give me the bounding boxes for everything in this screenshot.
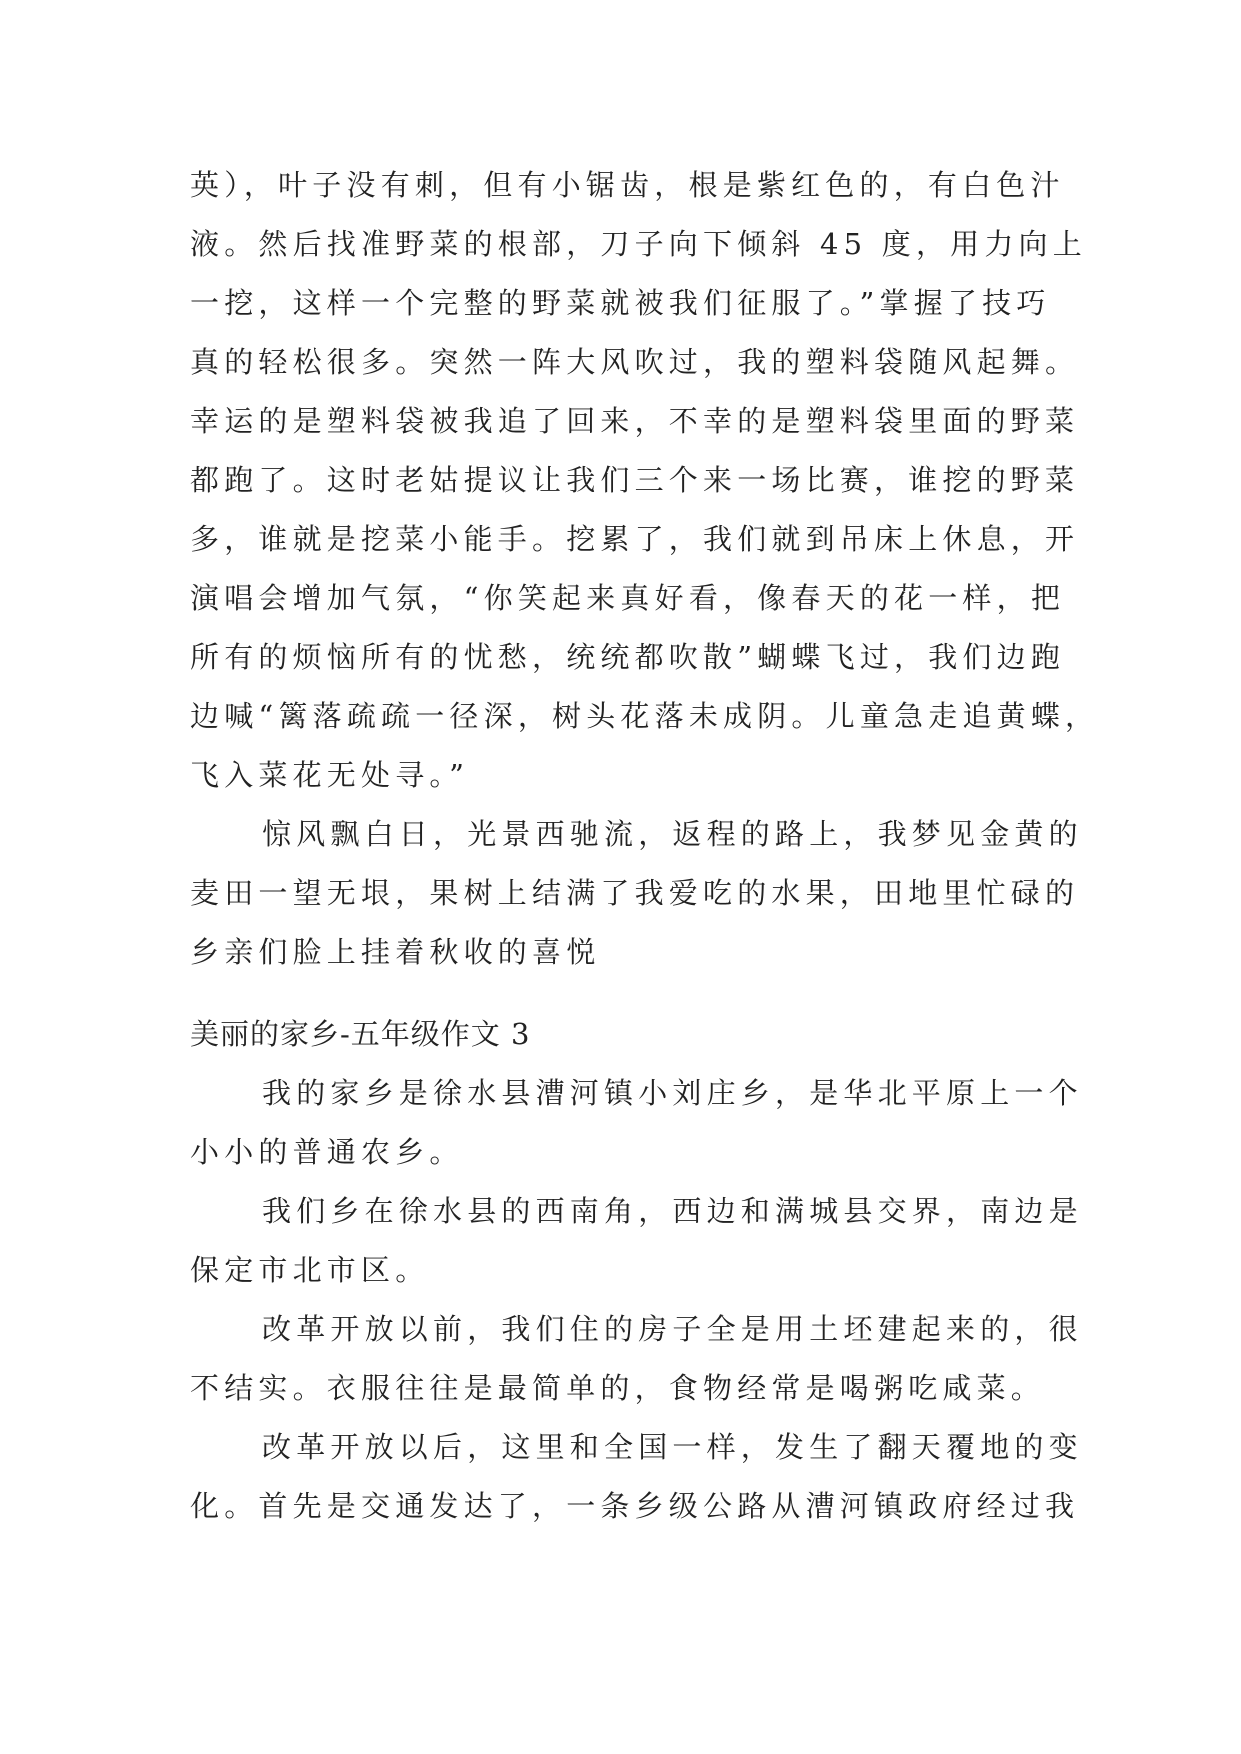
essay-3-body — [190, 1064, 1083, 1536]
text-line: 一挖，这样一个完整的野菜就被我们征服了。”掌握了技巧 — [190, 286, 1051, 320]
text-line-indented: 我的家乡是徐水县漕河镇小刘庄乡，是华北平原上一个 — [262, 1076, 1083, 1110]
text-line: 边喊“篱落疏疏一径深，树头花落未成阴。儿童急走追黄蝶， — [190, 699, 1100, 733]
text-line-indented: 惊风飘白日，光景西驰流，返程的路上，我梦见金黄的 — [262, 817, 1083, 851]
text-line: 麦田一望无垠，果树上结满了我爱吃的水果，田地里忙碌的 — [190, 876, 1080, 910]
text-line: 多，谁就是挖菜小能手。挖累了，我们就到吊床上休息，开 — [190, 522, 1080, 556]
text-line-indented: 改革开放以前，我们住的房子全是用土坯建起来的，很 — [262, 1312, 1083, 1346]
text-line: 飞入菜花无处寻。” — [190, 758, 470, 792]
essay-continuation — [190, 156, 1100, 982]
text-line: 小小的普通农乡。 — [190, 1135, 464, 1169]
text-line: 液。然后找准野菜的根部，刀子向下倾斜 45 度，用力向上 — [190, 227, 1087, 261]
text-line: 都跑了。这时老姑提议让我们三个来一场比赛，谁挖的野菜 — [190, 463, 1080, 497]
text-line: 演唱会增加气氛，“你笑起来真好看，像春天的花一样，把 — [190, 581, 1066, 615]
text-line: 幸运的是塑料袋被我追了回来，不幸的是塑料袋里面的野菜 — [190, 404, 1080, 438]
text-line: 英），叶子没有刺，但有小锯齿，根是紫红色的，有白色汁 — [190, 168, 1065, 202]
text-line: 化。首先是交通发达了，一条乡级公路从漕河镇政府经过我 — [190, 1489, 1080, 1523]
text-line: 真的轻松很多。突然一阵大风吹过，我的塑料袋随风起舞。 — [190, 345, 1080, 379]
text-line: 不结实。衣服往往是最简单的，食物经常是喝粥吃咸菜。 — [190, 1371, 1046, 1405]
text-line-indented: 改革开放以后，这里和全国一样，发生了翻天覆地的变 — [262, 1430, 1083, 1464]
section-title: 美丽的家乡-五年级作文 3 — [190, 1017, 531, 1051]
section-heading-block — [190, 1005, 1050, 1064]
text-line: 保定市北市区。 — [190, 1253, 430, 1287]
text-line: 所有的烦恼所有的忧愁，统统都吹散”蝴蝶飞过，我们边跑 — [190, 640, 1066, 674]
text-line-indented: 我们乡在徐水县的西南角，西边和满城县交界，南边是 — [262, 1194, 1083, 1228]
text-line: 乡亲们脸上挂着秋收的喜悦 — [190, 935, 601, 969]
